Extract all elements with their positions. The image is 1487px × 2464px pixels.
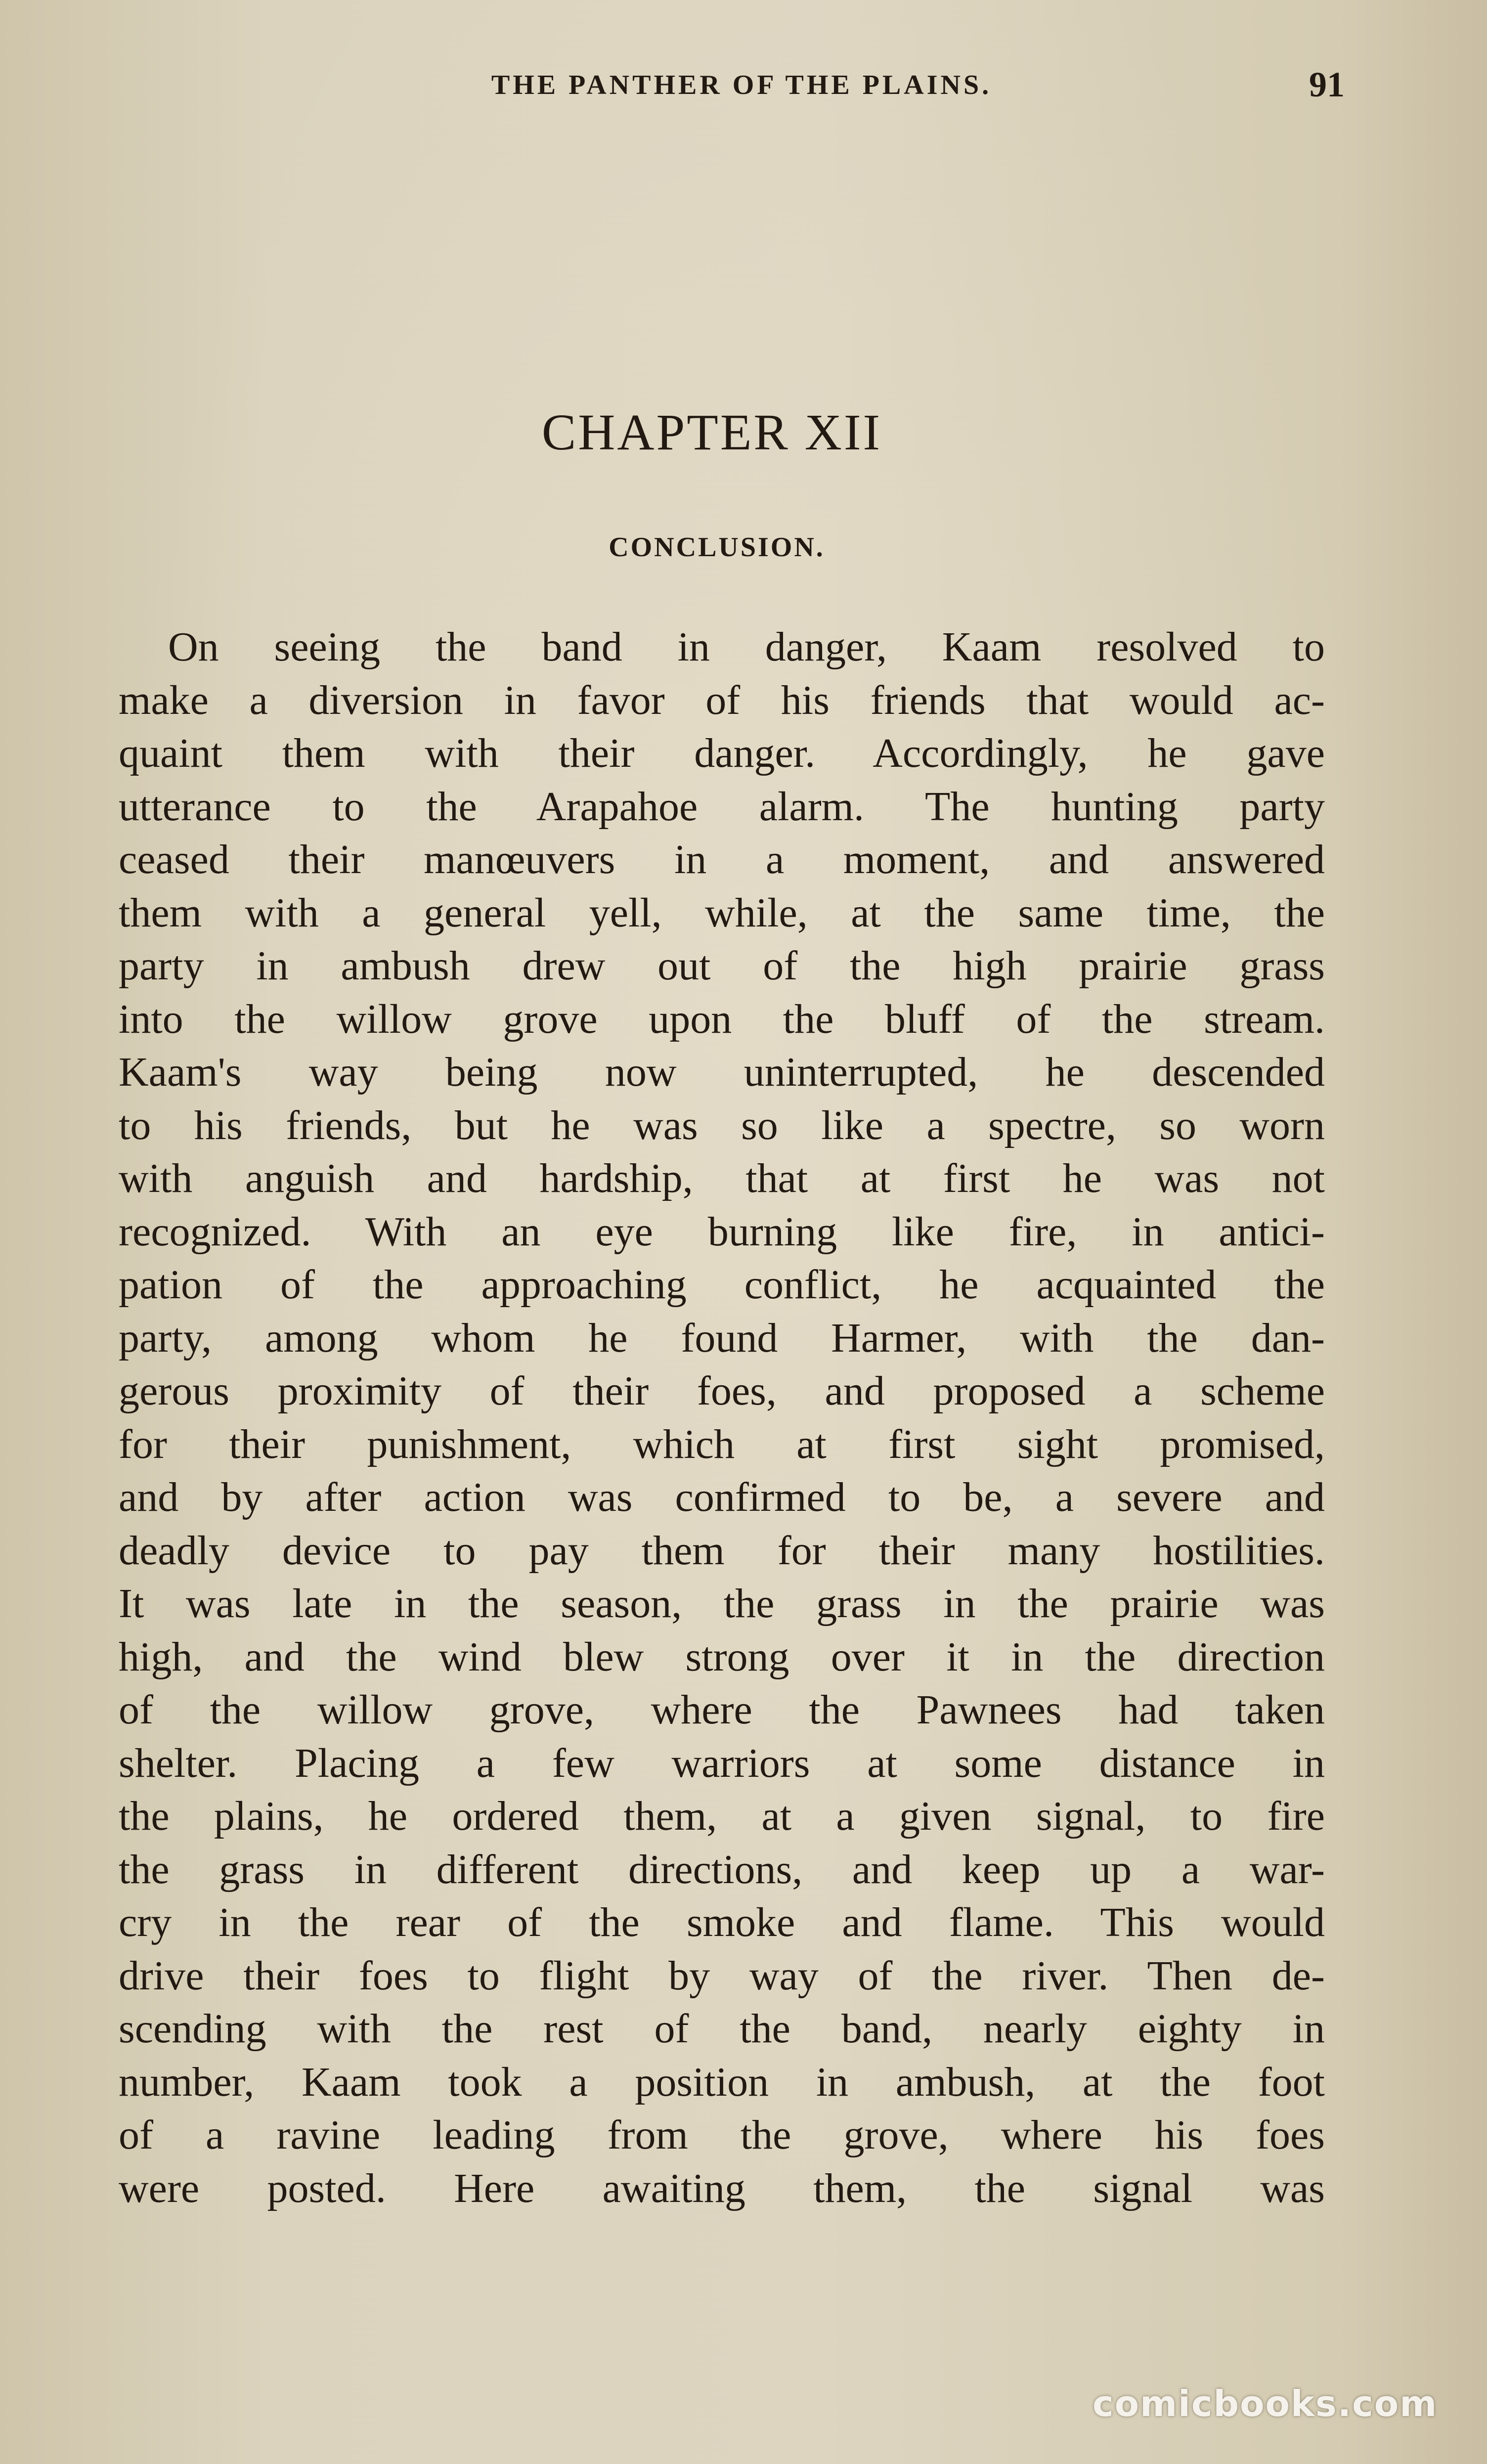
text-line: were posted. Here awaiting them, the signal was (119, 2165, 1325, 2211)
text-line: make a diversion in favor of his friends that would ac- (119, 677, 1325, 723)
text-line: high, and the wind blew strong over it in the direction (119, 1633, 1325, 1680)
text-line: It was late in the season, the grass in the prairie was (119, 1581, 1325, 1627)
text-line: shelter. Placing a few warriors at some distance in (119, 1740, 1325, 1786)
text-line: into the willow grove upon the bluff of the stream. (119, 996, 1325, 1042)
chapter-subtitle: CONCLUSION. (609, 532, 825, 563)
body-text (119, 620, 1325, 2215)
text-line: them with a general yell, while, at the same time, the (119, 889, 1325, 936)
text-line: the grass in different directions, and keep up a war- (119, 1846, 1325, 1892)
text-line: party in ambush drew out of the high prairie grass (119, 943, 1325, 989)
page-number: 91 (1309, 65, 1345, 104)
text-line: of a ravine leading from the grove, where his foes (119, 2112, 1325, 2158)
watermark: comicbooks.com (1093, 2383, 1438, 2424)
text-line: with anguish and hardship, that at first he was not (119, 1155, 1325, 1201)
text-line: the plains, he ordered them, at a given signal, to fire (119, 1793, 1325, 1839)
text-line: quaint them with their danger. Accordingly, he gave (119, 730, 1325, 776)
text-line: Kaam's way being now uninterrupted, he descended (119, 1049, 1325, 1095)
text-line: recognized. With an eye burning like fire, in antici- (119, 1208, 1325, 1255)
text-line: pation of the approaching conflict, he acquainted the (119, 1262, 1325, 1308)
text-line: and by after action was confirmed to be, a severe and (119, 1474, 1325, 1520)
text-line: gerous proximity of their foes, and proposed a scheme (119, 1368, 1325, 1414)
text-line: ceased their manœuvers in a moment, and answered (119, 836, 1325, 882)
text-line: to his friends, but he was so like a spectre, so worn (119, 1102, 1325, 1148)
chapter-title: CHAPTER XII (541, 404, 882, 461)
text-line: deadly device to pay them for their many hostilities. (119, 1527, 1325, 1574)
running-head: THE PANTHER OF THE PLAINS. (491, 70, 992, 100)
text-line: cry in the rear of the smoke and flame. This would (119, 1899, 1325, 1945)
text-line: of the willow grove, where the Pawnees had taken (119, 1687, 1325, 1733)
text-line: for their punishment, which at first sight promised, (119, 1421, 1325, 1467)
text-line: scending with the rest of the band, nearly eighty in (119, 2006, 1325, 2052)
text-line: On seeing the band in danger, Kaam resolved to (168, 624, 1325, 670)
text-line: utterance to the Arapahoe alarm. The hunting party (119, 783, 1325, 830)
text-line: drive their foes to flight by way of the river. Then de- (119, 1952, 1325, 1999)
text-line: number, Kaam took a position in ambush, at the foot (119, 2059, 1325, 2105)
text-line: party, among whom he found Harmer, with the dan- (119, 1315, 1325, 1361)
